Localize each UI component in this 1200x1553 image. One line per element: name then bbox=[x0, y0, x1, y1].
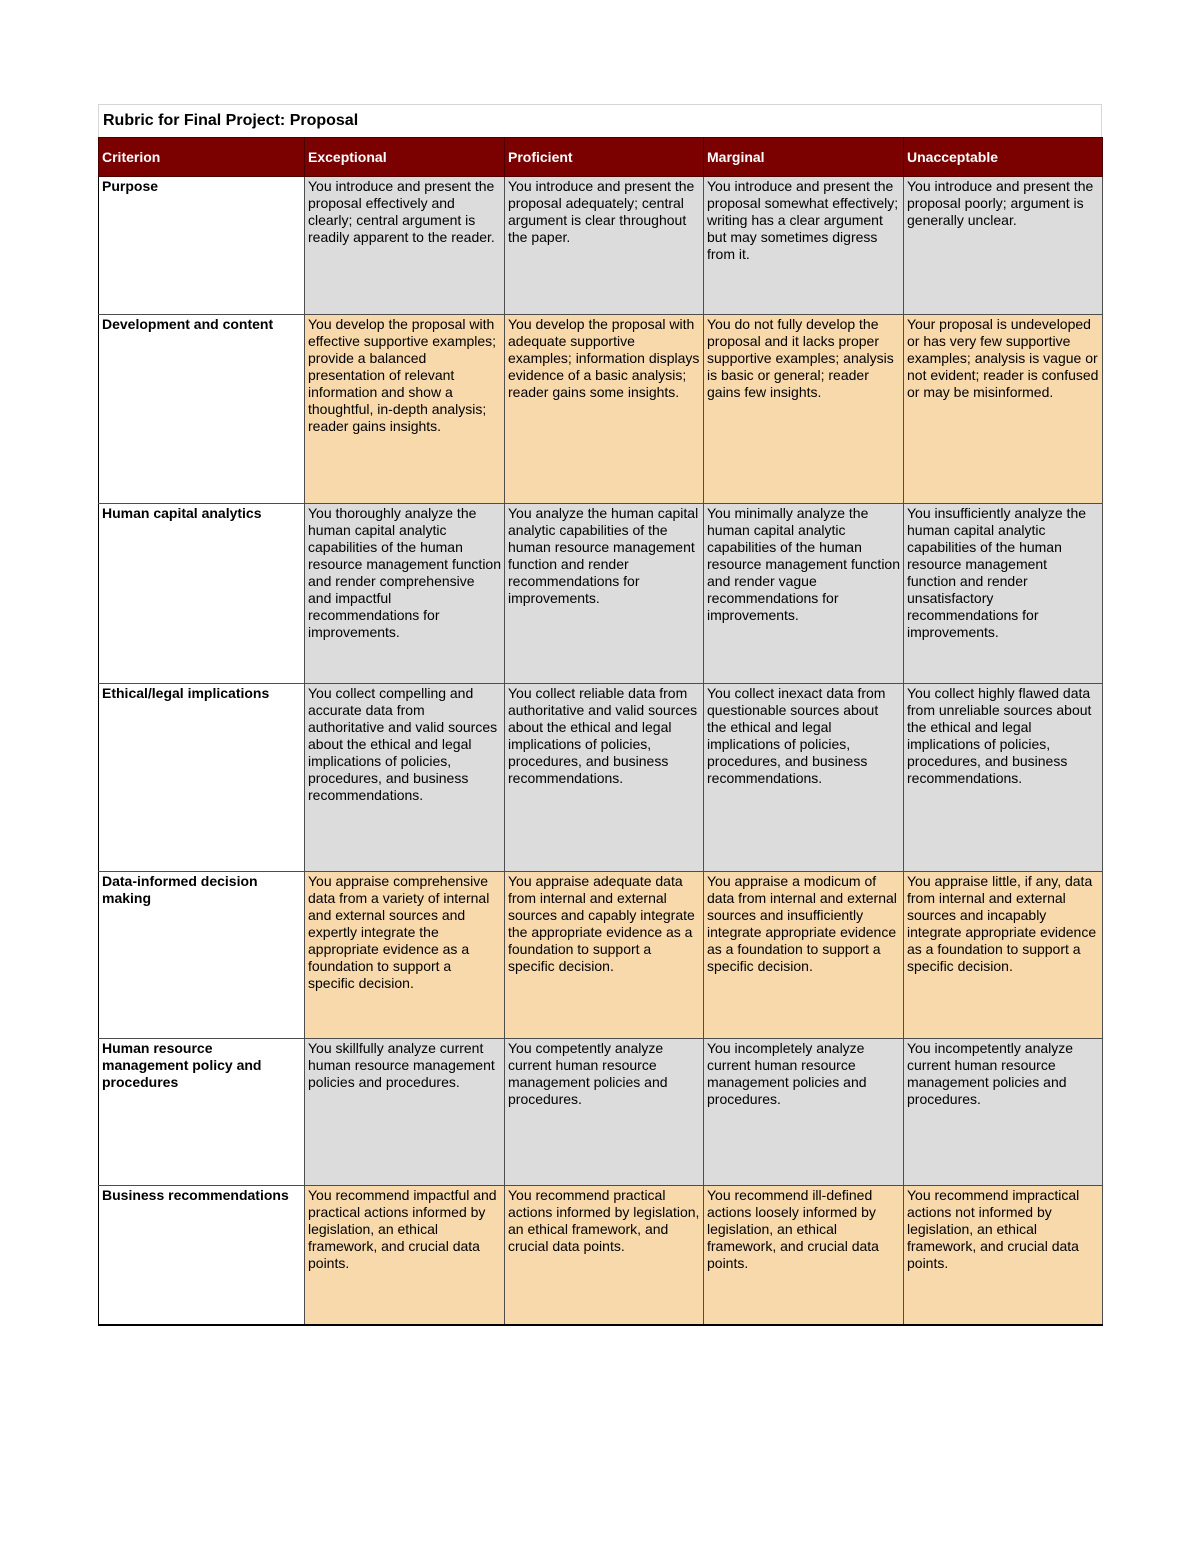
exceptional-cell: You develop the proposal with effective supportive examples; provide a balanced presentation of relevant information and show a thoughtful, in-depth analysis; reader gains insights. bbox=[305, 315, 505, 504]
exceptional-cell: You recommend impactful and practical actions informed by legislation, an ethical framework, and crucial data points. bbox=[305, 1186, 505, 1326]
proficient-cell: You introduce and present the proposal adequately; central argument is clear throughout the paper. bbox=[505, 177, 704, 315]
table-row bbox=[99, 1186, 1103, 1326]
table-row bbox=[99, 315, 1103, 504]
exceptional-cell: You skillfully analyze current human resource management policies and procedures. bbox=[305, 1039, 505, 1186]
header-marginal: Marginal bbox=[704, 138, 904, 177]
header-row bbox=[99, 138, 1103, 177]
criterion-cell: Business recommendations bbox=[99, 1186, 305, 1326]
unacceptable-cell: You appraise little, if any, data from internal and external sources and incapably integrate appropriate evidence as a foundation to support a specific decision. bbox=[904, 872, 1103, 1039]
criterion-cell: Data-informed decision making bbox=[99, 872, 305, 1039]
marginal-cell: You recommend ill-defined actions loosely informed by legislation, an ethical framework, and crucial data points. bbox=[704, 1186, 904, 1326]
proficient-cell: You competently analyze current human resource management policies and procedures. bbox=[505, 1039, 704, 1186]
marginal-cell: You do not fully develop the proposal and it lacks proper supportive examples; analysis is basic or general; reader gains few insights. bbox=[704, 315, 904, 504]
exceptional-cell: You introduce and present the proposal effectively and clearly; central argument is readily apparent to the reader. bbox=[305, 177, 505, 315]
unacceptable-cell: You insufficiently analyze the human capital analytic capabilities of the human resource management function and render unsatisfactory recommendations for improvements. bbox=[904, 504, 1103, 684]
unacceptable-cell: You recommend impractical actions not informed by legislation, an ethical framework, and crucial data points. bbox=[904, 1186, 1103, 1326]
criterion-cell: Human capital analytics bbox=[99, 504, 305, 684]
criterion-cell: Development and content bbox=[99, 315, 305, 504]
proficient-cell: You develop the proposal with adequate supportive examples; information displays evidence of a basic analysis; reader gains some insights. bbox=[505, 315, 704, 504]
proficient-cell: You collect reliable data from authoritative and valid sources about the ethical and legal implications of policies, procedures, and business recommendations. bbox=[505, 684, 704, 872]
marginal-cell: You collect inexact data from questionable sources about the ethical and legal implications of policies, procedures, and business recommendations. bbox=[704, 684, 904, 872]
header-criterion: Criterion bbox=[99, 138, 305, 177]
header-unacceptable: Unacceptable bbox=[904, 138, 1103, 177]
marginal-cell: You introduce and present the proposal somewhat effectively; writing has a clear argument but may sometimes digress from it. bbox=[704, 177, 904, 315]
rubric-document bbox=[98, 104, 1102, 1326]
unacceptable-cell: You introduce and present the proposal poorly; argument is generally unclear. bbox=[904, 177, 1103, 315]
table-row bbox=[99, 872, 1103, 1039]
unacceptable-cell: Your proposal is undeveloped or has very few supportive examples; analysis is vague or not evident; reader is confused or may be misinformed. bbox=[904, 315, 1103, 504]
exceptional-cell: You thoroughly analyze the human capital analytic capabilities of the human resource management function and render comprehensive and impactful recommendations for improvements. bbox=[305, 504, 505, 684]
proficient-cell: You recommend practical actions informed by legislation, an ethical framework, and crucial data points. bbox=[505, 1186, 704, 1326]
proficient-cell: You analyze the human capital analytic capabilities of the human resource management function and render recommendations for improvements. bbox=[505, 504, 704, 684]
header-exceptional: Exceptional bbox=[305, 138, 505, 177]
proficient-cell: You appraise adequate data from internal and external sources and capably integrate the appropriate evidence as a foundation to support a specific decision. bbox=[505, 872, 704, 1039]
exceptional-cell: You appraise comprehensive data from a variety of internal and external sources and expertly integrate the appropriate evidence as a foundation to support a specific decision. bbox=[305, 872, 505, 1039]
rubric-title: Rubric for Final Project: Proposal bbox=[98, 104, 1102, 137]
exceptional-cell: You collect compelling and accurate data from authoritative and valid sources about the ethical and legal implications of policies, procedures, and business recommendations. bbox=[305, 684, 505, 872]
criterion-cell: Ethical/legal implications bbox=[99, 684, 305, 872]
criterion-cell: Purpose bbox=[99, 177, 305, 315]
unacceptable-cell: You incompetently analyze current human resource management policies and procedures. bbox=[904, 1039, 1103, 1186]
rubric-table bbox=[98, 137, 1103, 1326]
marginal-cell: You minimally analyze the human capital analytic capabilities of the human resource management function and render vague recommendations for improvements. bbox=[704, 504, 904, 684]
unacceptable-cell: You collect highly flawed data from unreliable sources about the ethical and legal implications of policies, procedures, and business recommendations. bbox=[904, 684, 1103, 872]
table-row bbox=[99, 177, 1103, 315]
table-row bbox=[99, 504, 1103, 684]
criterion-cell: Human resource management policy and procedures bbox=[99, 1039, 305, 1186]
table-row bbox=[99, 1039, 1103, 1186]
table-row bbox=[99, 684, 1103, 872]
header-proficient: Proficient bbox=[505, 138, 704, 177]
marginal-cell: You incompletely analyze current human resource management policies and procedures. bbox=[704, 1039, 904, 1186]
marginal-cell: You appraise a modicum of data from internal and external sources and insufficiently integrate appropriate evidence as a foundation to support a specific decision. bbox=[704, 872, 904, 1039]
